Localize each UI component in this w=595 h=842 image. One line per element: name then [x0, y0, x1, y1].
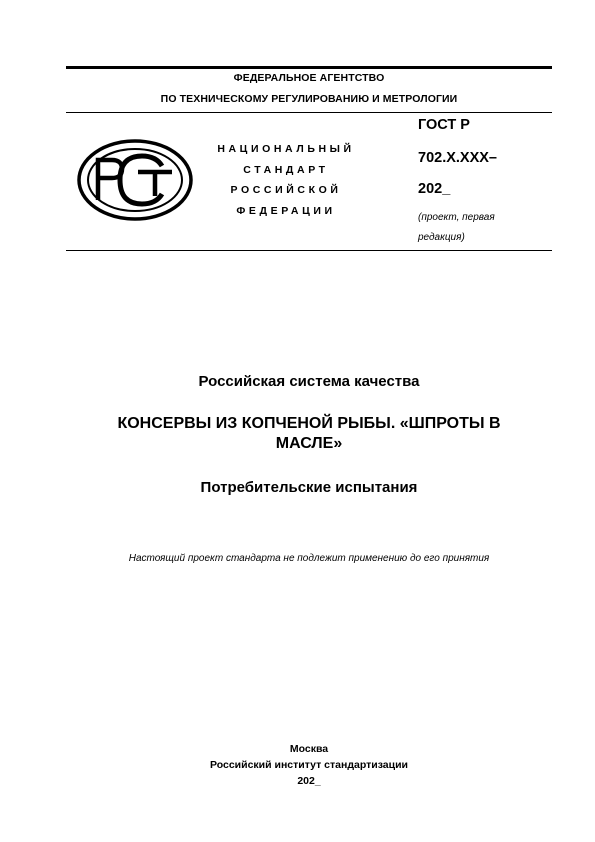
designation-line-3: 202_: [418, 181, 451, 197]
header-bottom-rule: [66, 250, 552, 251]
standard-type-line-2: СТАНДАРТ: [243, 164, 329, 176]
agency-rule: [66, 112, 552, 113]
document-title-line-1: КОНСЕРВЫ ИЗ КОПЧЕНОЙ РЫБЫ. «ШПРОТЫ В: [117, 415, 501, 432]
draft-note-line-2: редакция): [418, 232, 465, 243]
standard-type-line-3: РОССИЙСКОЙ: [230, 184, 342, 196]
document-title: [66, 414, 552, 454]
agency-line-1: ФЕДЕРАЛЬНОЕ АГЕНТСТВО: [233, 72, 385, 84]
agency-line-2: ПО ТЕХНИЧЕСКОМУ РЕГУЛИРОВАНИЮ И МЕТРОЛОГИИ: [160, 93, 458, 105]
system-title: Российская система качества: [198, 373, 420, 390]
document-title-line-2: МАСЛЕ»: [275, 435, 343, 452]
footer-publisher: Российский институт стандартизации: [209, 759, 409, 771]
standard-type-line-4: ФЕДЕРАЦИИ: [236, 205, 336, 217]
standard-type-line-1: НАЦИОНАЛЬНЫЙ: [217, 143, 355, 155]
designation-line-2: 702.Х.ХХХ–: [418, 150, 497, 166]
gost-r-logo-icon: [76, 138, 194, 222]
draft-notice: Настоящий проект стандарта не подлежит применению до его принятия: [128, 553, 490, 564]
top-rule: [66, 66, 552, 69]
document-subtitle: Потребительские испытания: [200, 479, 418, 496]
footer-city: Москва: [289, 743, 329, 755]
footer-year: 202_: [297, 775, 321, 787]
draft-note-line-1: (проект, первая: [418, 212, 495, 223]
designation-line-1: ГОСТ Р: [418, 117, 470, 133]
